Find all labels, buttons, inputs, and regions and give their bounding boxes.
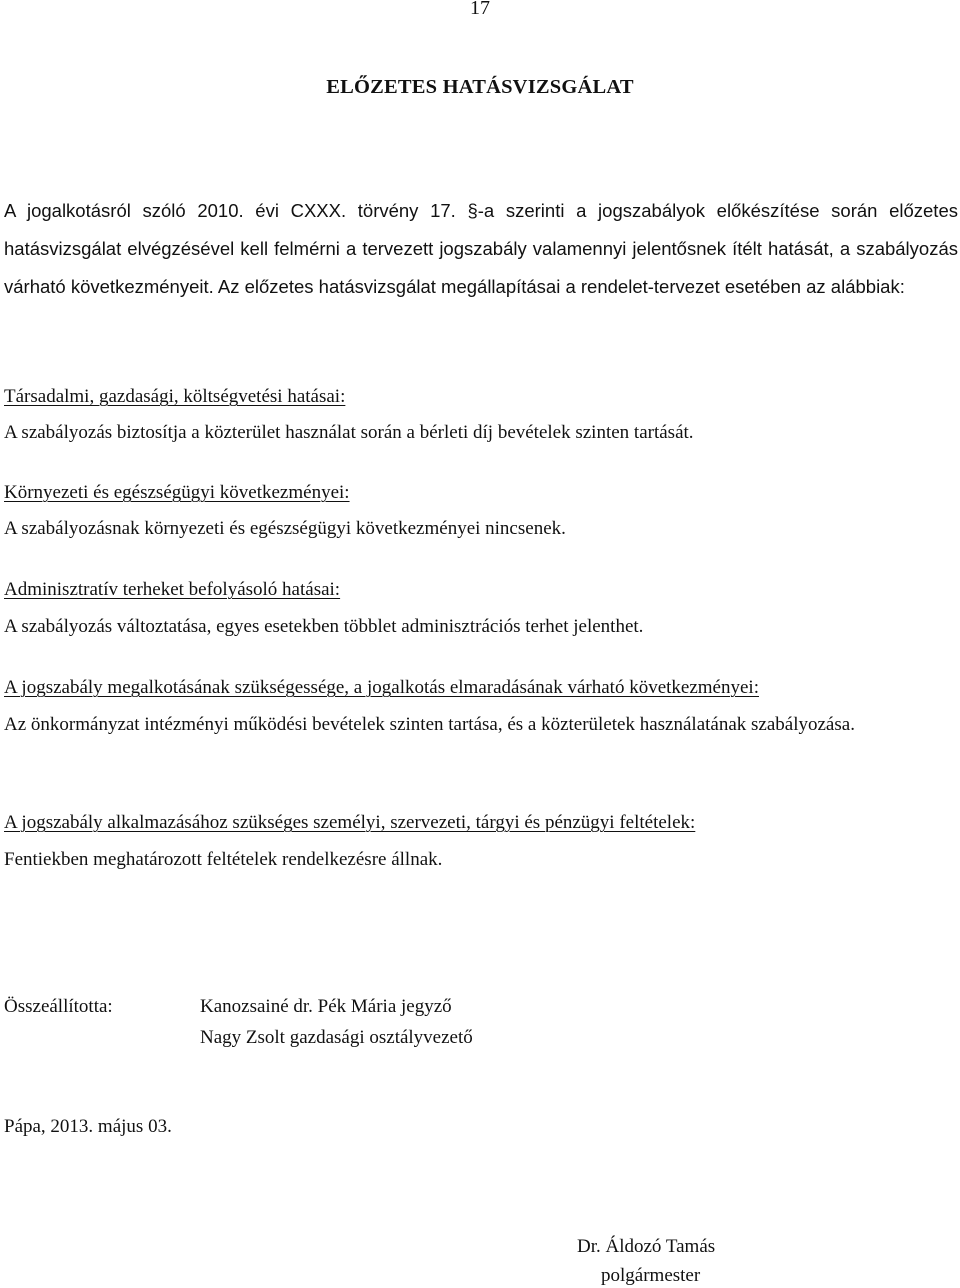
- page-number: 17: [470, 0, 490, 19]
- section-text-conditions: Fentiekben meghatározott feltételek rendelkezésre állnak.: [4, 849, 443, 870]
- section-heading-environmental: Környezeti és egészségügyi következményei:: [4, 482, 350, 503]
- document-title: ELŐZETES HATÁSVIZSGÁLAT: [326, 76, 634, 98]
- section-heading-social-economic: Társadalmi, gazdasági, költségvetési hatásai:: [4, 386, 346, 407]
- section-text-administrative: A szabályozás változtatása, egyes esetekben többlet adminisztrációs terhet jelenthet.: [4, 616, 644, 637]
- signer-title: polgármester: [601, 1265, 701, 1286]
- signer-name: Dr. Áldozó Tamás: [577, 1236, 716, 1257]
- section-heading-conditions: A jogszabály alkalmazásához szükséges személyi, szervezeti, tárgyi és pénzügyi feltételek:: [4, 812, 696, 833]
- section-heading-administrative: Adminisztratív terheket befolyásoló hatásai:: [4, 579, 341, 600]
- section-text-necessity: Az önkormányzat intézményi működési bevételek szinten tartása, és a közterületek használatának szabályozása.: [4, 714, 855, 735]
- place-date: Pápa, 2013. május 03.: [4, 1116, 172, 1137]
- compiler-name-notary: Kanozsainé dr. Pék Mária jegyző: [200, 996, 452, 1017]
- intro-paragraph: A jogalkotásról szóló 2010. évi CXXX. törvény 17. §-a szerinti a jogszabályok előkészítése során előzetes hatásvizsgálat elvégzésével kell felmérni a tervezett jogszabály valamennyi jelentősnek ítélt hatását, a szabályozás várható következményeit. Az előzetes hatásvizsgálat megállapításai a rendelet-tervezet esetében az alábbiak:: [4, 200, 958, 297]
- section-text-environmental: A szabályozásnak környezeti és egészségügyi következményei nincsenek.: [4, 518, 566, 539]
- compiled-by-label: Összeállította:: [4, 996, 113, 1017]
- section-text-social-economic: A szabályozás biztosítja a közterület használat során a bérleti díj bevételek szinten tartását.: [4, 422, 694, 443]
- compiler-name-finance-head: Nagy Zsolt gazdasági osztályvezető: [200, 1027, 473, 1048]
- section-heading-necessity: A jogszabály megalkotásának szükségessége, a jogalkotás elmaradásának várható következményei:: [4, 677, 759, 698]
